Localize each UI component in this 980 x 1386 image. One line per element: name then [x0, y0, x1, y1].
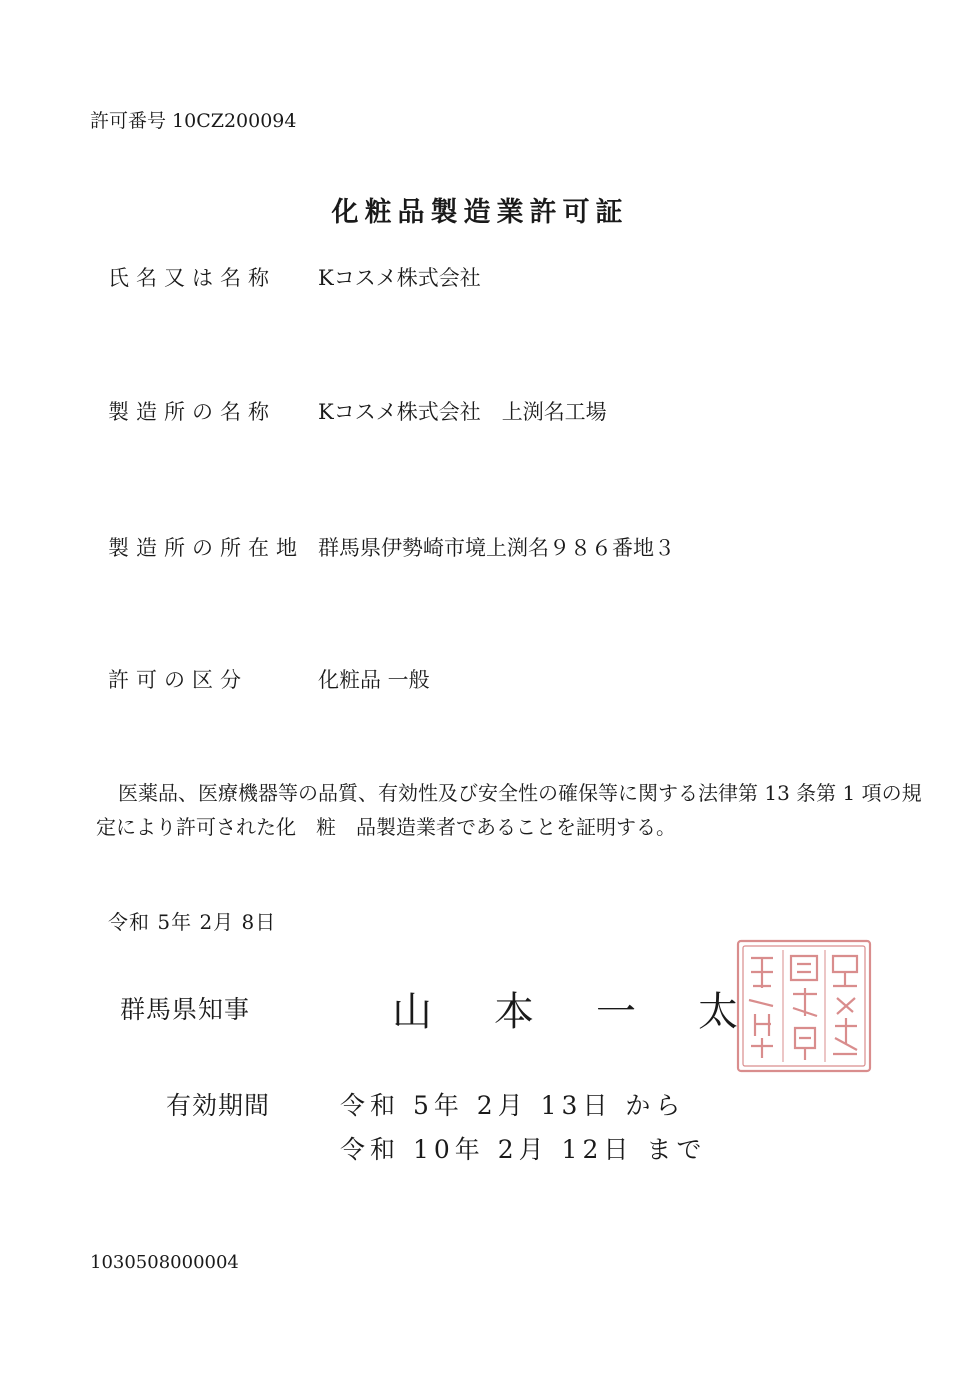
field-label-name: 氏名又は名称 [108, 266, 276, 290]
governor-name: 山本一太 [392, 989, 800, 1035]
certification-text: 医薬品、医療機器等の品質、有効性及び安全性の確保等に関する法律第 13 条第 1 項の規定により許可された化 粧 品製造業者であることを証明する。 [96, 781, 922, 839]
official-seal-stamp [735, 938, 873, 1074]
field-label-facility-address: 製造所の所在地 [108, 536, 304, 560]
field-value-facility-name: Kコスメ株式会社 上渕名工場 [318, 400, 607, 424]
validity-from: 令和 5年 2月 13日 から [340, 1091, 686, 1120]
field-label-facility-name: 製造所の名称 [108, 400, 276, 424]
field-value-permit-category: 化粧品 一般 [318, 668, 430, 692]
document-title: 化粧品製造業許可証 [331, 197, 629, 228]
field-label-permit-category: 許可の区分 [108, 668, 248, 692]
validity-label: 有効期間 [166, 1091, 271, 1120]
validity-to: 令和 10年 2月 12日 まで [340, 1135, 707, 1164]
field-value-facility-address: 群馬県伊勢崎市境上渕名９８６番地３ [318, 536, 675, 560]
issue-date: 令和 5年 2月 8日 [108, 910, 277, 934]
permit-number: 許可番号 10CZ200094 [90, 110, 297, 132]
governor-title: 群馬県知事 [120, 995, 251, 1024]
document-number: 1030508000004 [90, 1252, 239, 1273]
field-value-name: Kコスメ株式会社 [318, 266, 481, 290]
